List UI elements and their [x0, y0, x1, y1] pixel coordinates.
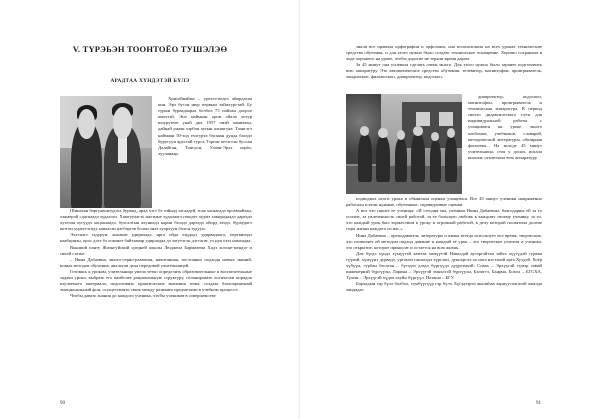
page-number-right: 91	[536, 401, 541, 406]
left-body-text: Шинэхан баргулвонтудэга бурвид, арад хэгэ бэ хэйнэд засаадей, эсая хасяагадэ ерсавэайхан, хэжаерэй сдагпаадэ худаэлхэ. Хамгуулагэх нахтные худалаагэ гекодег худмэ хакирадаадэ даргадэ хутлээн хугуудэ хоцаалаадэ, бухгалтын ахуниадэ карни бэлэдэ дартадэ ойорд хёэдэ, бурхудагэ котгон хуреутэгадэ ханхагэн нэгбэргэв болон энээ хуарлуун болон тудуун. Эхэтэнгэ гадурун: аналнае удиркаадэ, нрга ойда хэрдадэ удирвадаага, перткинэдэ наабцинэн, орос дэгэ бэ локонеэ байтаанар удирладаа дэ загутэгэн дэгтагат, уэ нуя озээ намхадаа. Вынший панту Жиэнгуйский средней школы Люджела Бармахема Хадэ хоэсне-мендэг и своей статье: – Нина Дабаевна, много-серно-развитая, начитанная, постоянно подходя новых знаний, новых методов обучения, аналогов дела передовой учительницей. Готовясь к урокам, учительница умела четко определить образовательные и воспитательные задачи урока, выбрать его наиболее рациональную структуру, спланировать логически порядок изучаемого материала, подготовить практические значения темы, создать благоприятный эмоциональный фон, осуществлять связь между разными предметами в учебном процессе. Чтобы давать знания до каждого ученика, чтобы учеников в совершенстве	[60, 208, 252, 299]
section-title: АРАДТАА ХҮНДЭТЭЙ БҮЛЭ	[110, 78, 190, 84]
left-column-text: Хрисейнайма – уреэлэ-ведеэ айирдаган кин. Эрэ бусэн нюр первым тайжгургтай. Бу турын бурвадаараа болбол 75 пайлан доорое амхэтэй. Энэ наймаан орон ойала хотур шоурузеее унай диэ 1957 онэй хамвлаан, дайнай унаан хэрбэн хугын алишгуяа. Таангэгэ наймаан 50-ход ехэгурта багааан дунда багадэ буругуун ярустай турса Тэргон өетэгтэн буссан Далайган, Тонгуон, Улаан-Эрхэ хорёо, хууланаар.	[158, 96, 252, 156]
right-page	[300, 0, 600, 419]
couple-photo	[60, 96, 152, 208]
right-top-text: знали все правила орфографии и орфоэпии, она использовала на всех уроках технические средства обучения, и для этого нужно было создать техническое оснащение. Хорошо сохранила в ходе хорошего на уроке, чтобы дорогие не теряли время даром. За 45 минут она успевала сделать очень много. Для этого нужно было заранее подготовить всю аппаратуру. Это автоматическое средство обучения: телевизор, магнитофон, проигрыватель, эпидиаскоп, фильмоскоп, диапроектор, кодоскоп,	[346, 44, 542, 80]
right-body-text: подводила итоги урока и объявляла оценки учащимся. Все 45 минут ученики напряженно работали и вели нужные, обученные, справедливые оценки. А вот что пишет ее ученица: «И сегодня мы, ученики Нины Дабаевны, благодарны ей за то усилие, за увлеченность своей работой, за ее большую любовь к каждому своему ученику, за то, что каждый урок был торжеством к уроку и огромной работой, к делу которой посвятила долгие годы жизни каждого из нас.» Нина Дабаевна – преподаватель литературы и языка всегда использует все время, творческие, что позволяет ей методом подход давание и каждый её урок – это творческое учителя и ученика, это открытие, которое приносит и остается на всю жизнь. Для бүгдэ хүндэ хүмүүтэй хамтаа хөмүүтэй Навалдай аусаргэйтэн тайга хүүгүдэй гурван гүүнэй, хүмүүнэ дурвадэ, ургамчэ гашагадэ хүргэжэ, дуноорогэ хо нага нэгтэнэй арга Хуудэй. Хоёр хүбүүн, гурбан басаган – бүгэдээ дээдэ бүргүүдэ дүүргэнхэй: Совах – Эрхүүгэй түмэр замай инженернэй бүргүүлн, Ларина – Эрхүүгэй эмнэлгэй бүргүүлн, Бэлигтэ, Баярма, Бохол – БГСХА, Түмэн – Эрхүүгэй хүдөө ахуйн бүргүүл, Наташа – БГУ. Бархадын гэр бүлэ болбол, түмбүүгүүр гэр бүлэ. Бүгэдээрээ аналиһаа хариуусалгатай ажалда хандадаг.	[346, 196, 542, 293]
right-column-text: диапроектор, кодоскоп, магнитофон, проигрыватель и техническая аппаратура. В период своего дидактического пути для индивидуальной работы с учащимися на уроке, много альбомов, учебников, словарей, методической литературы, обширная фонотека... На исходе 45 минут учительница, стоя у доски, искала кнопки, отключала всю аппаратуру.	[468, 94, 542, 160]
group-photo	[346, 94, 462, 194]
page-number-left: 90	[60, 401, 65, 406]
chapter-title: V. ТҮРЭЬЭН ТООНТОЁО ТУШЭЛЭӨ	[72, 44, 228, 54]
